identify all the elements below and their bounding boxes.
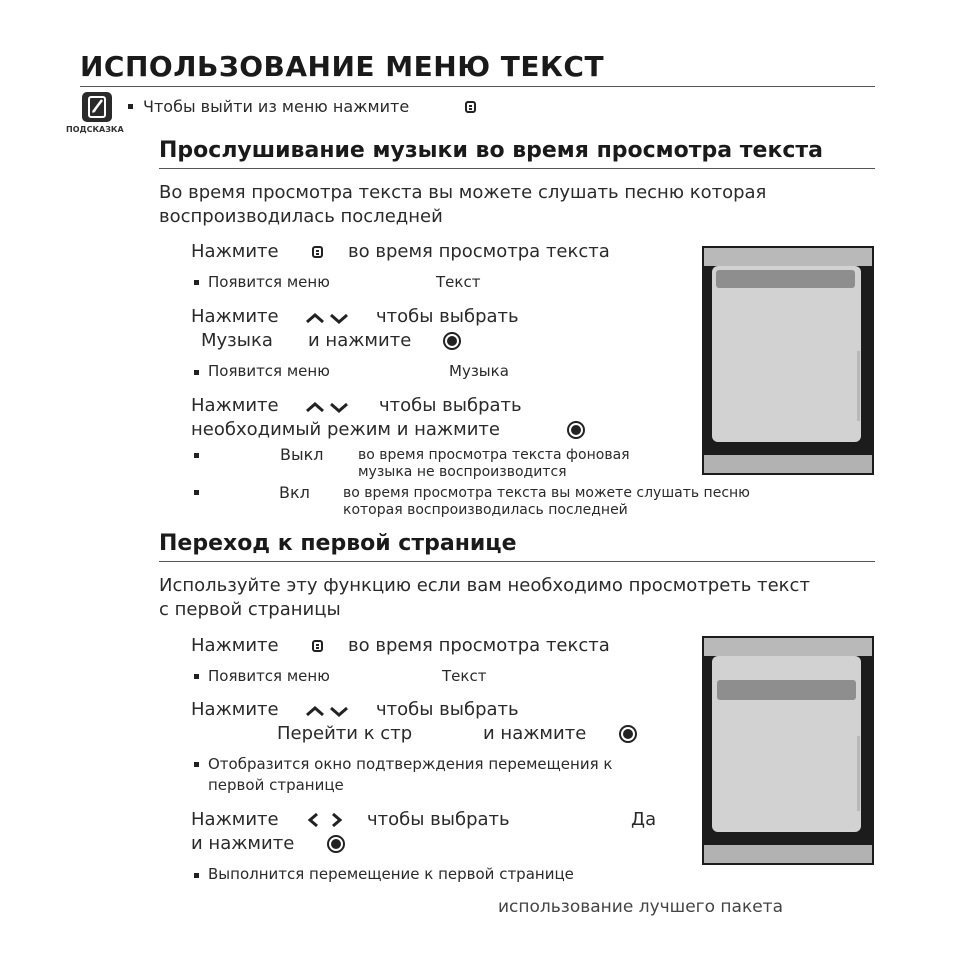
- s1-bullet2-text: Появится меню: [208, 362, 330, 380]
- s1-bullet1-marker: [194, 280, 199, 285]
- s1-option-on-name: Вкл: [279, 483, 310, 502]
- s1-step2-post: чтобы выбрать: [376, 306, 519, 327]
- s1-bullet1-text: Появится меню: [208, 273, 330, 291]
- s2-bullet1-value: Текст: [442, 667, 487, 685]
- menu-button-icon: [312, 246, 323, 258]
- s2-bullet2-line2: первой странице: [208, 776, 344, 794]
- tip-text: Чтобы выйти из меню нажмите: [143, 97, 410, 116]
- s1-option-off-marker: [194, 453, 199, 458]
- s2-step1-post: во время просмотра текста: [348, 635, 610, 656]
- menu-button-icon: [465, 101, 476, 113]
- s1-bullet2-value: Музыка: [449, 362, 509, 380]
- s1-step2-line2: и нажмите: [308, 330, 412, 351]
- select-button-icon: [567, 421, 585, 439]
- s2-bullet3-marker: [194, 873, 199, 878]
- section2-divider: [159, 561, 875, 562]
- section2-heading: Переход к первой странице: [159, 531, 517, 556]
- s2-step3-line2: и нажмите: [191, 833, 295, 854]
- section2-intro-line1: Используйте эту функцию если вам необходимо просмотреть текст: [159, 575, 810, 596]
- left-right-arrows-icon: [305, 812, 345, 828]
- device-screen-2: [702, 636, 874, 865]
- page-title: ИСПОЛЬЗОВАНИЕ МЕНЮ ТЕКСТ: [80, 50, 605, 83]
- section2-intro-line2: с первой страницы: [159, 599, 341, 620]
- s2-bullet1-text: Появится меню: [208, 667, 330, 685]
- tip-label: ПОДСКАЗКА: [66, 125, 124, 134]
- section1-intro-line1: Во время просмотра текста вы можете слушать песню которая: [159, 182, 767, 203]
- menu-highlight-bar: [716, 270, 855, 288]
- select-button-icon: [327, 835, 345, 853]
- s2-step2-line2: и нажмите: [483, 723, 587, 744]
- select-button-icon: [443, 332, 461, 350]
- s1-step2-option: Музыка: [201, 330, 273, 351]
- up-down-arrows-icon: [305, 704, 351, 718]
- menu-button-icon: [312, 640, 323, 652]
- up-down-arrows-icon: [305, 311, 351, 325]
- tip-note-icon: [82, 92, 112, 122]
- menu-highlight-bar: [717, 680, 856, 700]
- s1-option-off-name: Выкл: [280, 445, 324, 464]
- tip-bullet: [128, 104, 133, 109]
- s1-option-on-line1: во время просмотра текста вы можете слушать песню: [343, 485, 750, 501]
- select-button-icon: [619, 725, 637, 743]
- s1-step1-pre: Нажмите: [191, 241, 279, 262]
- s1-option-on-line2: которая воспроизводилась последней: [343, 502, 628, 518]
- s1-step1-post: во время просмотра текста: [348, 241, 610, 262]
- section1-divider: [159, 168, 875, 169]
- s2-step2-pre: Нажмите: [191, 699, 279, 720]
- s2-bullet2-line1: Отобразится окно подтверждения перемещения к: [208, 755, 613, 773]
- s2-step2-option: Перейти к стр: [277, 723, 413, 744]
- s2-step2-post: чтобы выбрать: [376, 699, 519, 720]
- s1-step3-post: чтобы выбрать: [379, 395, 522, 416]
- s2-bullet1-marker: [194, 674, 199, 679]
- s2-step3-pre: Нажмите: [191, 809, 279, 830]
- s2-step3-post: чтобы выбрать: [367, 809, 510, 830]
- section1-intro-line2: воспроизводилась последней: [159, 206, 443, 227]
- s1-step2-pre: Нажмите: [191, 306, 279, 327]
- s2-bullet2-marker: [194, 762, 199, 767]
- s1-bullet2-marker: [194, 370, 199, 375]
- s1-option-on-marker: [194, 490, 199, 495]
- up-down-arrows-icon: [305, 400, 351, 414]
- s1-step3-pre: Нажмите: [191, 395, 279, 416]
- s2-step3-value: Да: [631, 809, 657, 830]
- title-divider: [80, 86, 875, 87]
- section1-heading: Прослушивание музыки во время просмотра текста: [159, 138, 824, 163]
- s1-step3-line2: необходимый режим и нажмите: [191, 419, 500, 440]
- s1-bullet1-value: Текст: [436, 273, 481, 291]
- s1-option-off-line1: во время просмотра текста фоновая: [358, 447, 630, 463]
- s2-bullet3-text: Выполнится перемещение к первой странице: [208, 865, 574, 883]
- page-footer: использование лучшего пакета: [498, 897, 783, 917]
- s2-step1-pre: Нажмите: [191, 635, 279, 656]
- s1-option-off-line2: музыка не воспроизводится: [358, 464, 567, 480]
- device-screen-1: [702, 246, 874, 475]
